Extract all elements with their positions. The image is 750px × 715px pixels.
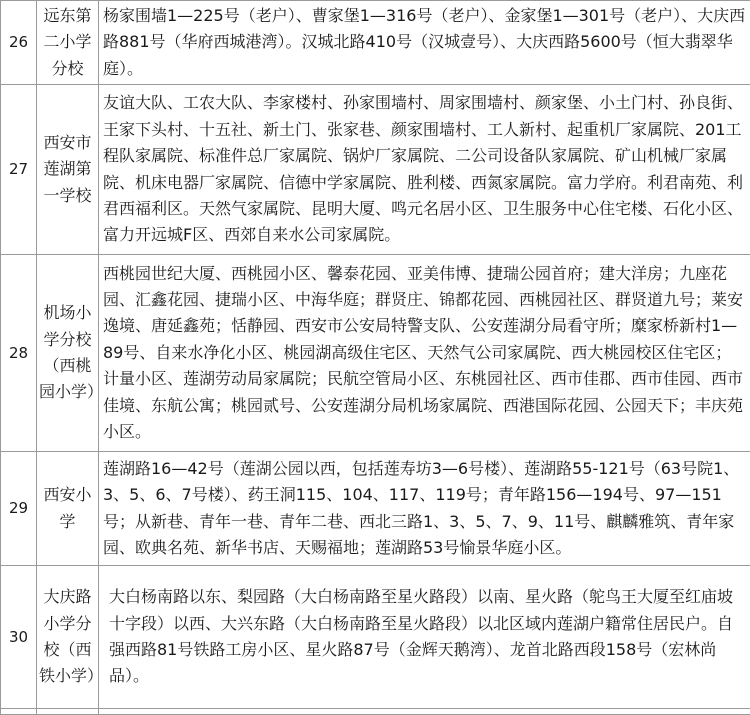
row-number: 27 [1, 85, 37, 255]
row-number-cell [1, 709, 37, 715]
enrollment-area-cell [99, 709, 750, 715]
school-name-cell [37, 709, 99, 715]
school-name: 远东第二小学分校 [37, 1, 99, 85]
table-row [1, 452, 750, 566]
enrollment-area: 西桃园世纪大厦、西桃园小区、馨泰花园、亚美伟博、捷瑞公园首府；建大洋房；九座花园、汇鑫花园、捷瑞小区、中海华庭；群贤庄、锦都花园、西桃园社区、群贤道九号；莱安逸境、唐延鑫苑；恬静园、西安市公安局特警支队、公安莲湖分局看守所；糜家桥新村1—89号、自来水净化小区、桃园湖高级住宅区、天然气公司家属院、西大桃园校区住宅区；计量小区、莲湖劳动局家属院；民航空管局小区、东桃园社区、西市佳郡、西市佳园、西市佳境、东航公寓；桃园贰号、公安莲湖分局机场家属院、西港国际花园、公园天下；丰庆苑小区。 [99, 255, 750, 452]
enrollment-area: 友谊大队、工农大队、李家楼村、孙家围墙村、周家围墙村、颜家堡、小土门村、孙良街、王家下头村、十五社、新土门、张家巷、颜家围墙村、工人新村、起重机厂家属院、201工程队家属院、标准件总厂家属院、锅炉厂家属院、二公司设备队家属院、矿山机械厂家属院、机床电器厂家属院、信德中学家属院、胜利楼、西氮家属院。富力学府。利君南苑、利君西福利区。天然气家属院、昆明大厦、鸣元名居小区、卫生服务中心住宅楼、石化小区、富力开远城F区、西郊自来水公司家属院。 [99, 85, 750, 255]
row-number: 26 [1, 1, 37, 85]
enrollment-area: 大白杨南路以东、梨园路（大白杨南路至星火路段）以南、星火路（鸵鸟王大厦至红庙坡十字段）以西、大兴东路（大白杨南路至星火路段）以北区域内莲湖户籍常住居民户。自强西路81号铁路工房小区、星火路87号（金辉天鹅湾）、龙首北路西段158号（宏林尚品）。 [99, 566, 750, 709]
row-number: 28 [1, 255, 37, 452]
table-row [1, 255, 750, 452]
table-row [1, 85, 750, 255]
enrollment-area: 杨家围墙1—225号（老户）、曹家堡1—316号（老户）、金家堡1—301号（老户）、大庆西路881号（华府西城港湾）。汉城北路410号（汉城壹号）、大庆西路5600号（恒大翡翠华庭）。 [99, 1, 750, 85]
school-name: 机场小学分校（西桃园小学） [37, 255, 99, 452]
row-number: 29 [1, 452, 37, 566]
table-row [1, 566, 750, 709]
enrollment-area: 莲湖路16—42号（莲湖公园以西，包括莲寿坊3—6号楼）、莲湖路55-121号（63号院1、3、5、6、7号楼）、药王洞115、104、117、119号；青年路156—194号、97—151号；从新巷、青年一巷、青年二巷、西北三路1、3、5、7、9、11号、麒麟雅筑、青年家园、欧典名苑、新华书店、天赐福地；莲湖路53号愉景华庭小区。 [99, 452, 750, 566]
row-number: 30 [1, 566, 37, 709]
school-name: 西安小学 [37, 452, 99, 566]
table-row [1, 1, 750, 85]
school-name: 西安市莲湖第一学校 [37, 85, 99, 255]
school-name: 大庆路小学分校（西铁小学） [37, 566, 99, 709]
table-row-partial [1, 709, 750, 715]
